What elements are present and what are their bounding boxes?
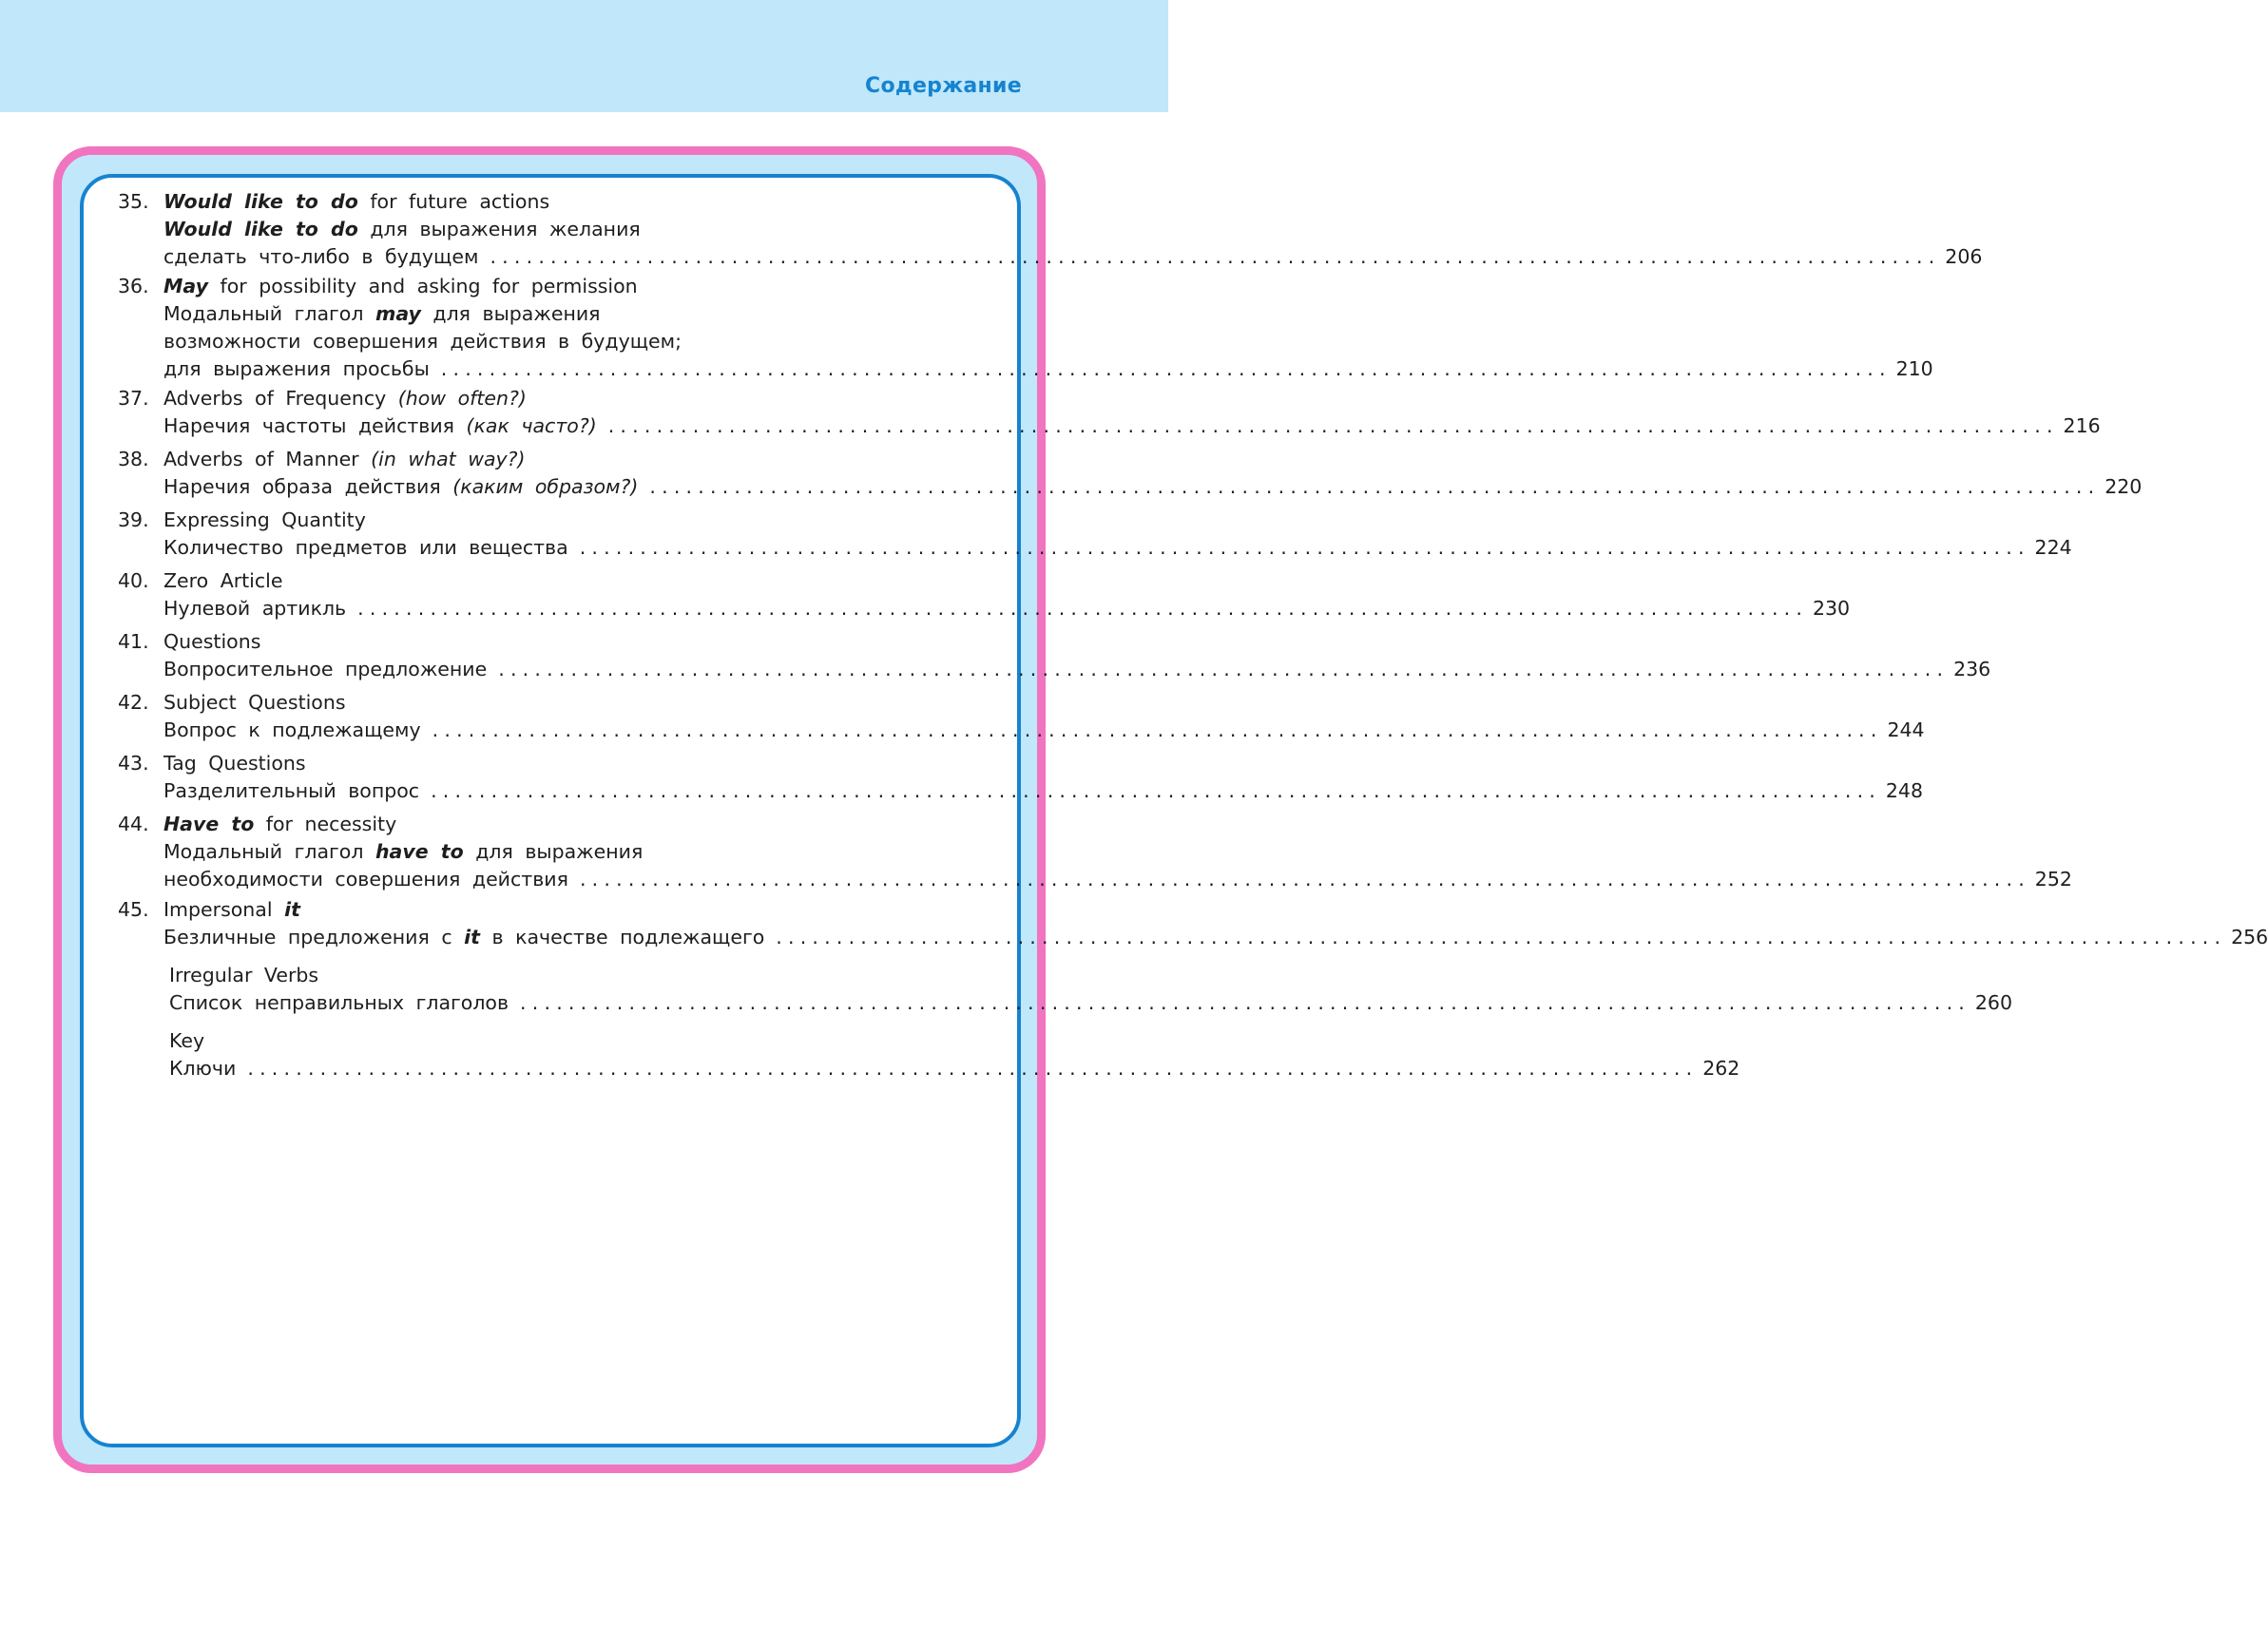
toc-line bbox=[118, 656, 1991, 683]
text-fragment: Модальный глагол bbox=[163, 302, 375, 325]
entry-title-text bbox=[169, 1027, 204, 1055]
toc-line bbox=[118, 866, 2072, 893]
text-fragment: для выражения bbox=[420, 302, 601, 325]
text-fragment: Наречия образа действия bbox=[163, 475, 453, 498]
toc-line bbox=[118, 838, 992, 866]
emphasis-text: Have to bbox=[163, 813, 255, 835]
page-number: 210 bbox=[1895, 357, 1933, 380]
entry-title-text bbox=[163, 216, 641, 243]
entry-number: 35. bbox=[118, 190, 149, 213]
entry-title-text bbox=[163, 473, 638, 501]
text-fragment: Irregular Verbs bbox=[169, 964, 319, 986]
text-fragment: Key bbox=[169, 1029, 205, 1052]
toc-entry bbox=[118, 896, 2268, 951]
toc-line bbox=[118, 689, 992, 717]
entry-number: 41. bbox=[118, 630, 149, 653]
toc-entry bbox=[118, 750, 1924, 805]
text-fragment: Безличные предложения с bbox=[163, 926, 465, 948]
entry-title-text bbox=[163, 300, 601, 328]
toc-line bbox=[118, 188, 992, 216]
italic-text: (how often?) bbox=[397, 387, 527, 410]
entry-title-text bbox=[163, 777, 419, 805]
toc-entry bbox=[169, 1027, 1740, 1082]
italic-text: (как часто?) bbox=[466, 414, 597, 437]
emphasis-text: it bbox=[464, 926, 480, 948]
text-fragment: для выражения желания bbox=[357, 218, 641, 240]
toc-entry bbox=[118, 628, 1991, 683]
dot-leader: ........................................................................................................................ bbox=[432, 718, 1883, 741]
text-fragment: Список неправильных глаголов bbox=[169, 991, 509, 1014]
entry-title-text bbox=[163, 866, 568, 893]
entry-title-text bbox=[163, 567, 282, 595]
dot-leader: ........................................................................................................................ bbox=[776, 926, 2227, 948]
toc-line bbox=[118, 717, 1925, 744]
emphasis-text: have to bbox=[375, 840, 464, 863]
toc-line bbox=[169, 1027, 1044, 1055]
entry-title-text bbox=[169, 1055, 236, 1082]
italic-text: (каким образом?) bbox=[452, 475, 639, 498]
entry-title-text bbox=[163, 446, 526, 473]
entry-title-text bbox=[163, 385, 527, 412]
text-fragment: Ключи bbox=[169, 1057, 237, 1080]
text-fragment: Вопрос к подлежащему bbox=[163, 718, 421, 741]
entry-number: 38. bbox=[118, 448, 149, 470]
entry-title-text bbox=[163, 595, 346, 622]
page-number: 260 bbox=[1974, 991, 2013, 1014]
entry-number: 43. bbox=[118, 752, 149, 775]
text-fragment: Adverbs of Frequency bbox=[163, 387, 398, 410]
entry-title-text bbox=[163, 273, 638, 300]
emphasis-text: may bbox=[375, 302, 421, 325]
entry-title-text bbox=[163, 328, 682, 355]
toc-line bbox=[169, 1055, 1740, 1082]
entry-number: 36. bbox=[118, 275, 149, 297]
text-fragment: в качестве подлежащего bbox=[479, 926, 765, 948]
entry-number: 42. bbox=[118, 691, 149, 714]
entry-title-text bbox=[163, 838, 643, 866]
text-fragment: Наречия частоты действия bbox=[163, 414, 467, 437]
toc-line bbox=[118, 567, 992, 595]
entry-number: 45. bbox=[118, 898, 149, 921]
toc-entry bbox=[118, 188, 1983, 271]
text-fragment: необходимости совершения действия bbox=[163, 868, 568, 891]
entry-title-text bbox=[163, 507, 366, 534]
text-fragment: for necessity bbox=[254, 813, 397, 835]
page-number: 216 bbox=[2063, 414, 2101, 437]
entry-title-text bbox=[163, 243, 478, 271]
toc-entry bbox=[118, 689, 1925, 744]
toc-entry bbox=[118, 385, 2101, 440]
toc-line bbox=[118, 628, 992, 656]
toc-line bbox=[118, 328, 992, 355]
entry-title-text bbox=[169, 962, 318, 989]
entry-title-text bbox=[169, 989, 509, 1017]
toc-line bbox=[118, 216, 992, 243]
text-fragment: Нулевой артикль bbox=[163, 597, 347, 620]
page-number: 262 bbox=[1702, 1057, 1740, 1080]
entry-title-text bbox=[163, 750, 306, 777]
emphasis-text: it bbox=[284, 898, 300, 921]
page-number: 206 bbox=[1945, 245, 1983, 268]
page-number: 230 bbox=[1812, 597, 1851, 620]
page-number: 252 bbox=[2034, 868, 2072, 891]
toc-line bbox=[118, 446, 992, 473]
entry-number: 44. bbox=[118, 813, 149, 835]
text-fragment: для выражения bbox=[463, 840, 644, 863]
entry-title-text bbox=[163, 628, 260, 656]
toc-line bbox=[118, 595, 1851, 622]
text-fragment: сделать что-либо в будущем bbox=[163, 245, 479, 268]
entry-title-text bbox=[163, 534, 568, 562]
toc-line bbox=[118, 924, 2268, 951]
entry-number: 40. bbox=[118, 569, 149, 592]
entry-title-text bbox=[163, 412, 597, 440]
entry-title-text bbox=[163, 717, 421, 744]
text-fragment: Zero Article bbox=[163, 569, 283, 592]
toc-entry bbox=[118, 567, 1851, 622]
toc-line bbox=[118, 896, 992, 924]
text-fragment: Expressing Quantity bbox=[163, 508, 366, 531]
text-fragment: для выражения просьбы bbox=[163, 357, 430, 380]
entry-title-text bbox=[163, 656, 487, 683]
toc-entry bbox=[118, 811, 2072, 893]
toc-line bbox=[118, 412, 2101, 440]
text-fragment: Subject Questions bbox=[163, 691, 346, 714]
toc-entry bbox=[169, 962, 2013, 1017]
toc-line bbox=[169, 989, 2013, 1017]
dot-leader: ........................................................................................................................ bbox=[607, 414, 2059, 437]
dot-leader: ........................................................................................................................ bbox=[440, 357, 1892, 380]
toc-line bbox=[118, 811, 992, 838]
dot-leader: ........................................................................................................................ bbox=[247, 1057, 1699, 1080]
entry-title-text bbox=[163, 188, 549, 216]
toc-line bbox=[169, 962, 1044, 989]
text-fragment: Impersonal bbox=[163, 898, 285, 921]
entry-number: 37. bbox=[118, 387, 149, 410]
page-number: 256 bbox=[2231, 926, 2268, 948]
emphasis-text: Would like to do bbox=[163, 218, 358, 240]
dot-leader: ........................................................................................................................ bbox=[579, 536, 2030, 559]
text-fragment: Questions bbox=[163, 630, 261, 653]
toc-line bbox=[118, 473, 2143, 501]
text-fragment: возможности совершения действия в будущем; bbox=[163, 330, 682, 353]
toc-line bbox=[118, 777, 1924, 805]
toc-entry bbox=[118, 446, 2143, 501]
text-fragment: for future actions bbox=[357, 190, 550, 213]
entry-title-text bbox=[163, 689, 346, 717]
text-fragment: Tag Questions bbox=[163, 752, 306, 775]
emphasis-text: Would like to do bbox=[163, 190, 358, 213]
dot-leader: ........................................................................................................................ bbox=[520, 991, 1971, 1014]
toc-line bbox=[118, 273, 992, 300]
entry-title-text bbox=[163, 355, 430, 383]
page-number: 248 bbox=[1885, 779, 1924, 802]
toc-line bbox=[118, 507, 992, 534]
dot-leader: ........................................................................................................................ bbox=[649, 475, 2101, 498]
entry-title-text bbox=[163, 811, 396, 838]
toc-line bbox=[118, 355, 1933, 383]
italic-text: (in what way?) bbox=[371, 448, 526, 470]
toc-line bbox=[118, 300, 992, 328]
toc-line bbox=[118, 534, 2072, 562]
text-fragment: Adverbs of Manner bbox=[163, 448, 372, 470]
page-number: 220 bbox=[2105, 475, 2143, 498]
dot-leader: ........................................................................................................................ bbox=[357, 597, 1809, 620]
entry-title-text bbox=[163, 924, 764, 951]
emphasis-text: May bbox=[163, 275, 208, 297]
text-fragment: Модальный глагол bbox=[163, 840, 375, 863]
entry-title-text bbox=[163, 896, 300, 924]
toc-line bbox=[118, 385, 992, 412]
dot-leader: ........................................................................................................................ bbox=[431, 779, 1882, 802]
page-number: 236 bbox=[1953, 658, 1991, 680]
text-fragment: Вопросительное предложение bbox=[163, 658, 488, 680]
text-fragment: Количество предметов или вещества bbox=[163, 536, 568, 559]
text-fragment: Разделительный вопрос bbox=[163, 779, 420, 802]
dot-leader: ........................................................................................................................ bbox=[490, 245, 1941, 268]
dot-leader: ........................................................................................................................ bbox=[498, 658, 1950, 680]
page-number: 244 bbox=[1887, 718, 1925, 741]
section-title: Содержание bbox=[865, 74, 1022, 98]
toc-entry bbox=[118, 273, 1933, 383]
page-number: 224 bbox=[2034, 536, 2072, 559]
entry-number: 39. bbox=[118, 508, 149, 531]
dot-leader: ........................................................................................................................ bbox=[579, 868, 2030, 891]
text-fragment: for possibility and asking for permission bbox=[207, 275, 638, 297]
toc-entry bbox=[118, 507, 2072, 562]
toc-line bbox=[118, 750, 992, 777]
toc-line bbox=[118, 243, 1983, 271]
